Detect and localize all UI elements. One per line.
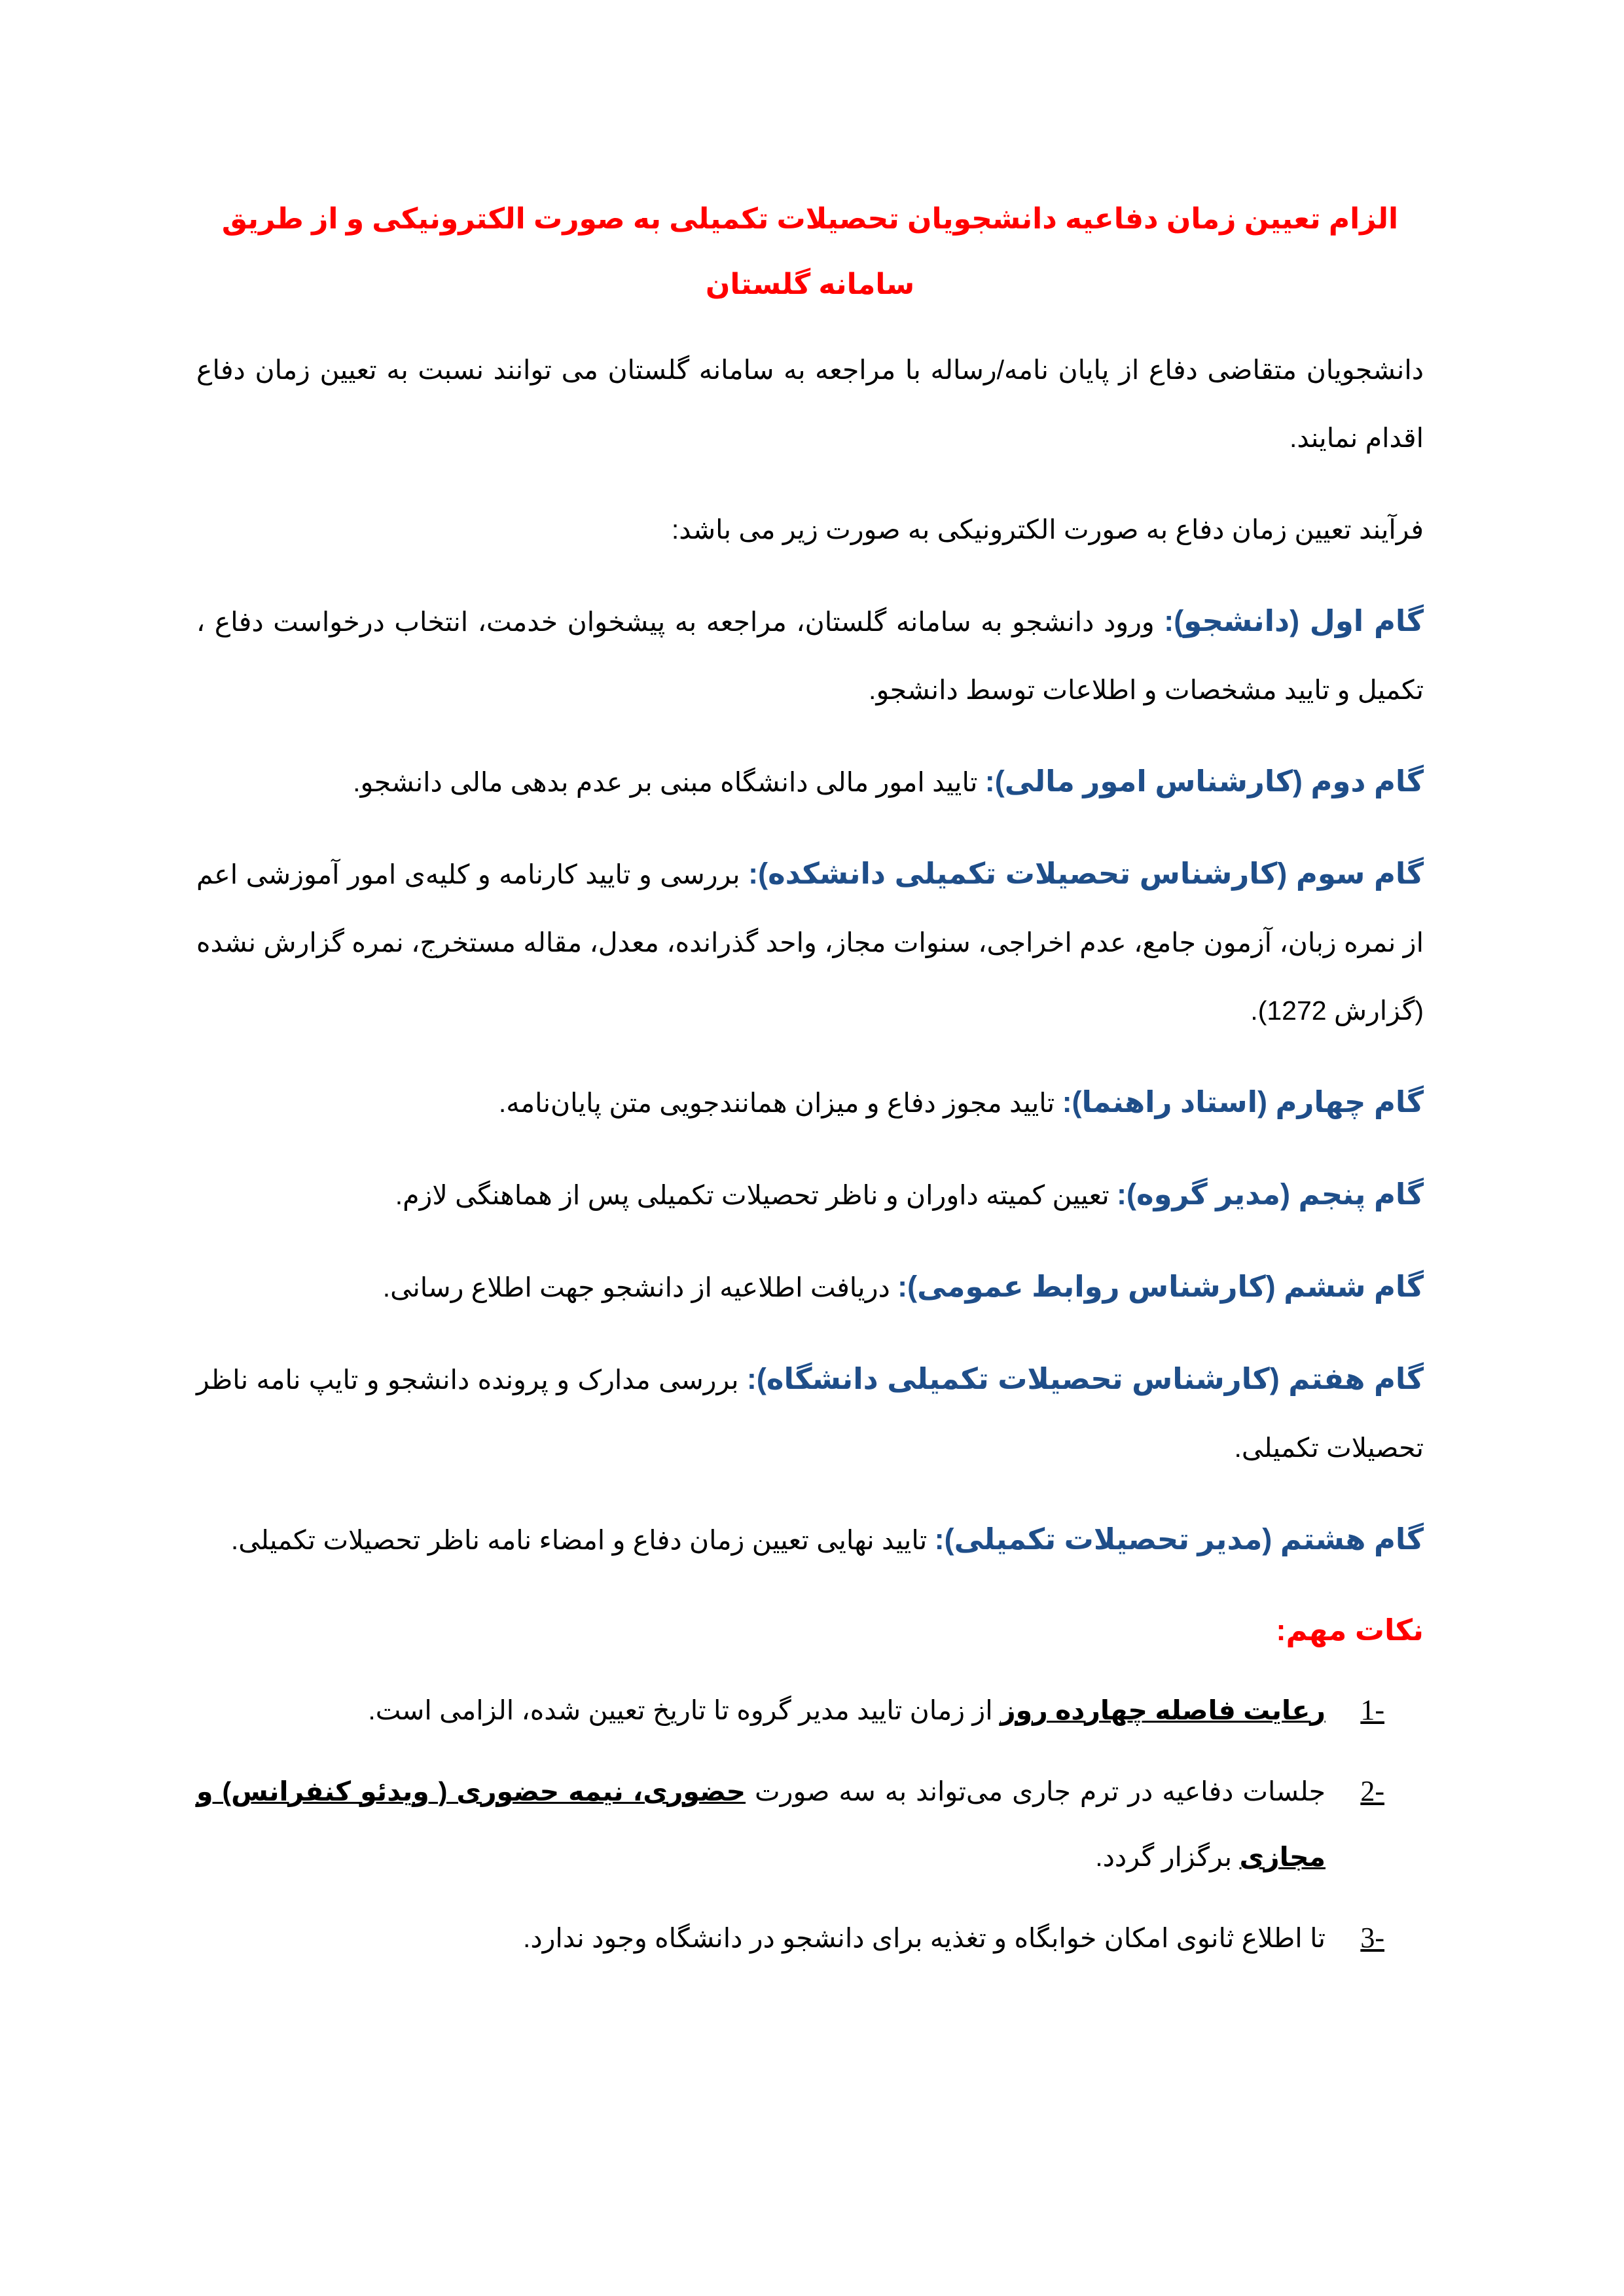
step-2-label: گام دوم (کارشناس امور مالی): [984,764,1424,798]
step-4 [196,1068,1424,1137]
note-1-number: 1- [1360,1694,1384,1726]
step-1-text: ورود دانشجو به سامانه گلستان، مراجعه به پیشخوان خدمت، انتخاب درخواست دفاع ، تکمیل و تایید مشخصات و اطلاعات توسط دانشجو. [196,607,1424,705]
step-5 [196,1160,1424,1229]
note-3-text: تا اطلاع ثانوی امکان خوابگاه و تغذیه برای دانشجو در دانشگاه وجود ندارد. [522,1923,1326,1953]
step-3-text: بررسی و تایید کارنامه و کلیه‌ی امور آموزشی اعم از نمره زبان، آزمون جامع، عدم اخراجی، سنوات مجاز، واحد گذرانده، معدل، مقاله مستخرج، نمره گزارش نشده (گزارش 1272). [196,859,1424,1026]
step-7-label: گام هفتم (کارشناس تحصیلات تکمیلی دانشگاه): [746,1362,1424,1395]
note-2-text [196,1759,1336,1890]
note-2-body-before: جلسات دفاعیه در ترم جاری می‌تواند به سه صورت [746,1776,1326,1806]
step-2-text: تایید امور مالی دانشگاه مبنی بر عدم بدهی مالی دانشجو. [353,767,985,797]
step-8-text: تایید نهایی تعیین زمان دفاع و امضاء نامه ناظر تحصیلات تکمیلی. [230,1525,935,1555]
note-item-1 [196,1677,1384,1743]
note-2-number: 2- [1360,1775,1384,1807]
step-4-text: تایید مجوز دفاع و میزان همانندجویی متن پایان‌نامه. [498,1088,1062,1118]
step-2 [196,747,1424,816]
step-6-text: دریافت اطلاعیه از دانشجو جهت اطلاع رسانی. [382,1272,898,1302]
step-4-label: گام چهارم (استاد راهنما): [1062,1085,1424,1119]
step-7 [196,1345,1424,1482]
note-1-text [196,1677,1336,1743]
step-8 [196,1505,1424,1574]
step-1 [196,587,1424,724]
document-page [196,187,1424,1986]
notes-heading: نکات مهم: [1276,1613,1424,1647]
step-8-label: گام هشتم (مدیر تحصیلات تکمیلی): [934,1522,1424,1556]
document-title: الزام تعیین زمان دفاعیه دانشجویان تحصیلات تکمیلی به صورت الکترونیکی و از طریق سامانه گلستان [221,203,1399,300]
notes-list [196,1677,1384,1971]
note-3-number: 3- [1360,1922,1384,1954]
note-2-body-after: برگزار گردد. [1095,1842,1240,1872]
note-2-emphasis: حضوری، نیمه حضوری ( ویدئو کنفرانس) و مجازی [196,1776,1326,1872]
step-6-label: گام ششم (کارشناس روابط عمومی): [897,1270,1424,1303]
step-5-label: گام پنجم (مدیر گروه): [1117,1177,1424,1211]
step-6 [196,1253,1424,1321]
step-3-label: گام سوم (کارشناس تحصیلات تکمیلی دانشکده): [748,857,1424,890]
note-1-emphasis: رعایت فاصله چهارده روز [1000,1695,1326,1725]
note-item-2 [196,1759,1384,1890]
intro-paragraph: دانشجویان متقاضی دفاع از پایان نامه/رساله با مراجعه به سامانه گلستان می توانند نسبت به تعیین زمان دفاع اقدام نمایند. [196,355,1424,453]
process-intro: فرآیند تعیین زمان دفاع به صورت الکترونیکی به صورت زیر می باشد: [671,514,1424,545]
step-5-text: تعیین کمیته داوران و ناظر تحصیلات تکمیلی پس از هماهنگی لازم. [395,1180,1117,1210]
note-1-body: از زمان تایید مدیر گروه تا تاریخ تعیین شده، الزامی است. [368,1695,1000,1725]
step-1-label: گام اول (دانشجو): [1164,604,1424,637]
step-3 [196,840,1424,1045]
note-item-3 [196,1905,1384,1971]
step-7-text: بررسی مدارک و پرونده دانشجو و تایپ نامه ناظر تحصیلات تکمیلی. [196,1365,1424,1463]
